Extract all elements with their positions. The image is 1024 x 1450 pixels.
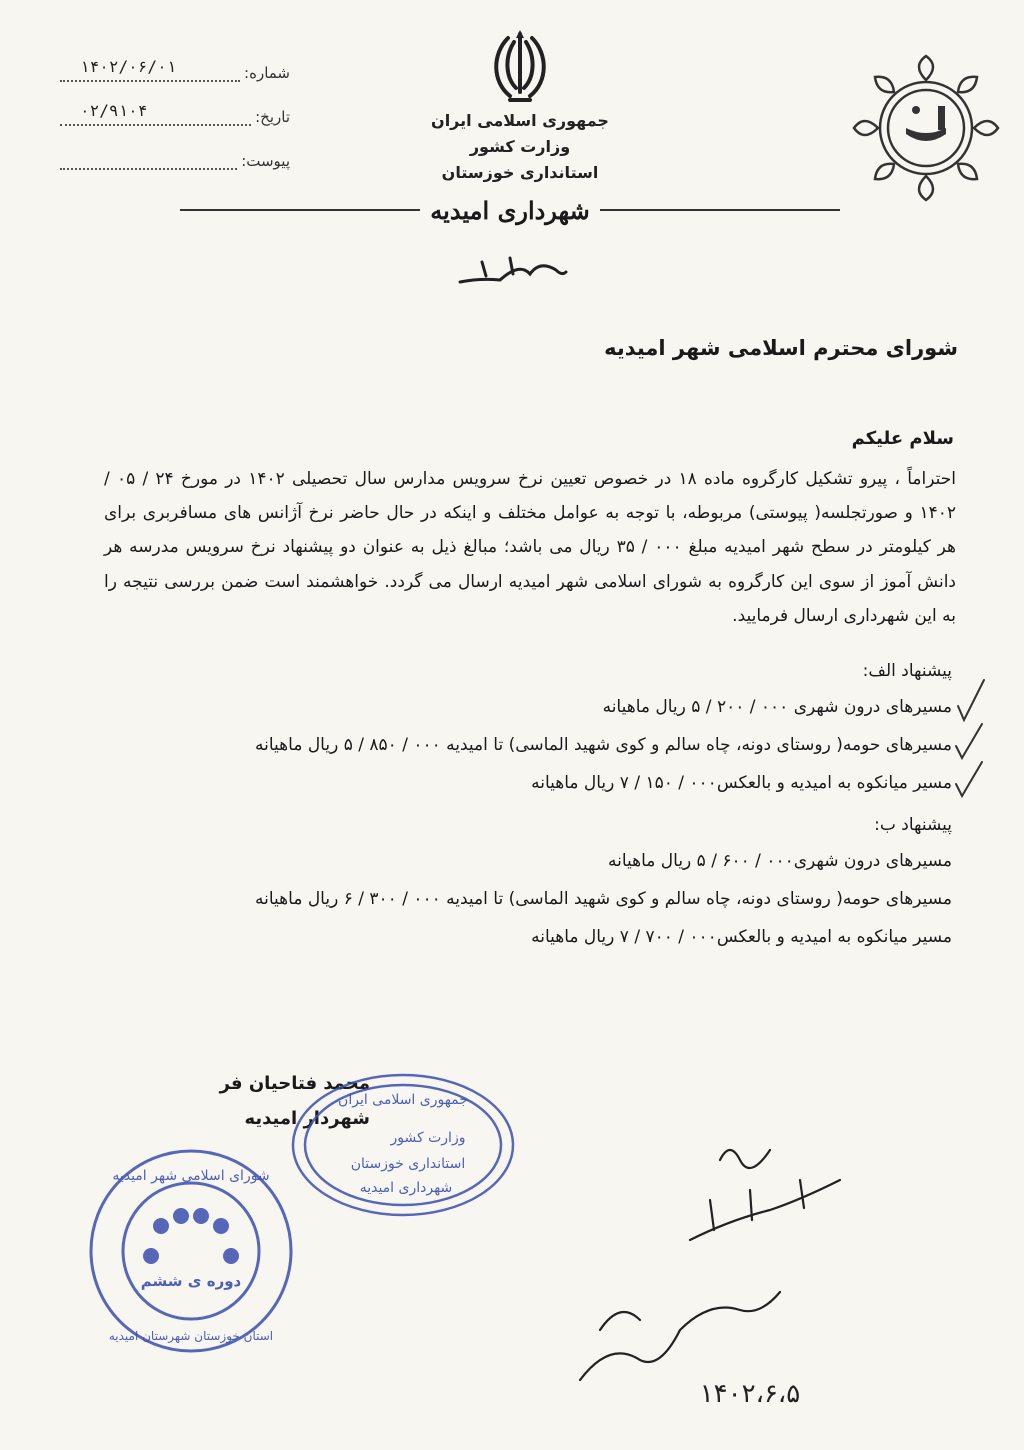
oval-stamp-line-4: شهرداری امیدیه bbox=[359, 1180, 453, 1196]
municipality-name: شهرداری امیدیه bbox=[430, 195, 590, 225]
letter-meta bbox=[60, 38, 290, 170]
proposal-b-item-3: مسیر میانکوه به امیدیه و بالعکس۰۰۰ / ۷۰۰ / ۷ ریال ماهیانه bbox=[531, 927, 952, 947]
round-stamp-line-3: استان خوزستان شهرستان امیدیه bbox=[108, 1329, 274, 1343]
iran-emblem-icon bbox=[488, 30, 552, 108]
round-stamp-line-2: دوره ی ششم bbox=[140, 1272, 242, 1290]
municipality-row bbox=[180, 192, 840, 228]
proposal-b-item-1: مسیرهای درون شهری۰۰۰ / ۶۰۰ / ۵ ریال ماهیانه bbox=[607, 851, 952, 871]
attachment-row bbox=[60, 126, 290, 170]
date-value: ۰۲/۹۱۰۴ bbox=[80, 101, 148, 120]
list-item bbox=[92, 880, 952, 918]
attachment-label: پیوست: bbox=[241, 152, 290, 170]
proposal-b-title: پیشنهاد ب: bbox=[874, 815, 952, 835]
signer-title: شهردار امیدیه bbox=[244, 1108, 370, 1129]
list-item bbox=[92, 726, 952, 764]
body-paragraph: احتراماً ، پیرو تشکیل کارگروه ماده ۱۸ در خصوص تعیین نرخ سرویس مدارس سال تحصیلی ۱۴۰۲ در مورخ ۲۴ / ۰۵ / ۱۴۰۲ و صورتجلسه( پیوستی) مربوطه، با توجه به عوامل مختلف و اینکه در حال حاضر نرخ آژانس های مسافربری برای هر کیلومتر در سطح شهر امیدیه مبلغ ۰۰۰ / ۳۵ ریال می باشد؛ مبالغ ذیل به عنوان دو پیشنهاد نرخ سرویس مدرسه هر دانش آموز از سوی این کارگروه به شورای اسلامی شهر امیدیه ارسال می گردد. خواهشمند است ضمن بررسی نتیجه را به این شهرداری ارسال فرمایید. bbox=[104, 469, 956, 626]
header-lines bbox=[360, 108, 680, 186]
recipient: شورای محترم اسلامی شهر امیدیه bbox=[604, 336, 958, 360]
signer-name: محمد فتاحیان فر bbox=[219, 1073, 370, 1094]
handwritten-date: ۱۴۰۲،۶،۵ bbox=[699, 1379, 801, 1409]
proposal-b-item-2: مسیرهای حومه( روستای دونه، چاه سالم و کوی شهید الماسی) تا امیدیه ۰۰۰ / ۳۰۰ / ۶ ریال ماهیانه bbox=[255, 889, 952, 909]
number-value: ۱۴۰۲/۰۶/۰۱ bbox=[80, 57, 177, 76]
list-item bbox=[92, 688, 952, 726]
proposal-a-item-2: مسیرهای حومه( روستای دونه، چاه سالم و کوی شهید الماسی) تا امیدیه ۰۰۰ / ۸۵۰ / ۵ ریال ماهیانه bbox=[255, 735, 952, 755]
header-line-1: جمهوری اسلامی ایران bbox=[431, 111, 609, 130]
list-item bbox=[92, 842, 952, 880]
proposal-b bbox=[92, 808, 952, 956]
list-item bbox=[92, 764, 952, 802]
proposal-a bbox=[92, 654, 952, 802]
divider bbox=[180, 209, 420, 211]
divider bbox=[600, 209, 840, 211]
bismillah-calligraphy-icon bbox=[452, 252, 572, 292]
council-stamp bbox=[86, 1146, 296, 1356]
oval-stamp-line-2: وزارت کشور bbox=[390, 1130, 466, 1146]
proposal-a-title: پیشنهاد الف: bbox=[862, 661, 952, 681]
round-stamp-line-1: شورای اسلامی شهر امیدیه bbox=[112, 1168, 270, 1184]
greeting: سلام علیکم bbox=[851, 428, 954, 449]
municipality-stamp bbox=[288, 1070, 518, 1220]
date-row bbox=[60, 82, 290, 126]
check-marks-icon bbox=[938, 676, 988, 806]
list-item bbox=[92, 918, 952, 956]
proposal-a-item-3: مسیر میانکوه به امیدیه و بالعکس۰۰۰ / ۱۵۰ / ۷ ریال ماهیانه bbox=[531, 773, 952, 793]
handwritten-note bbox=[560, 1130, 960, 1430]
municipality-logo-icon bbox=[846, 48, 1006, 208]
oval-stamp-line-3: استانداری خوزستان bbox=[350, 1156, 466, 1172]
oval-stamp-line-1: جمهوری اسلامی ایران bbox=[338, 1092, 468, 1108]
number-row bbox=[60, 38, 290, 82]
header-line-2: وزارت کشور bbox=[469, 137, 571, 156]
header-line-3: استانداری خوزستان bbox=[441, 163, 599, 182]
date-label: تاریخ: bbox=[255, 108, 290, 126]
number-label: شماره: bbox=[244, 64, 290, 82]
proposal-a-item-1: مسیرهای درون شهری ۰۰۰ / ۲۰۰ / ۵ ریال ماهیانه bbox=[602, 697, 952, 717]
